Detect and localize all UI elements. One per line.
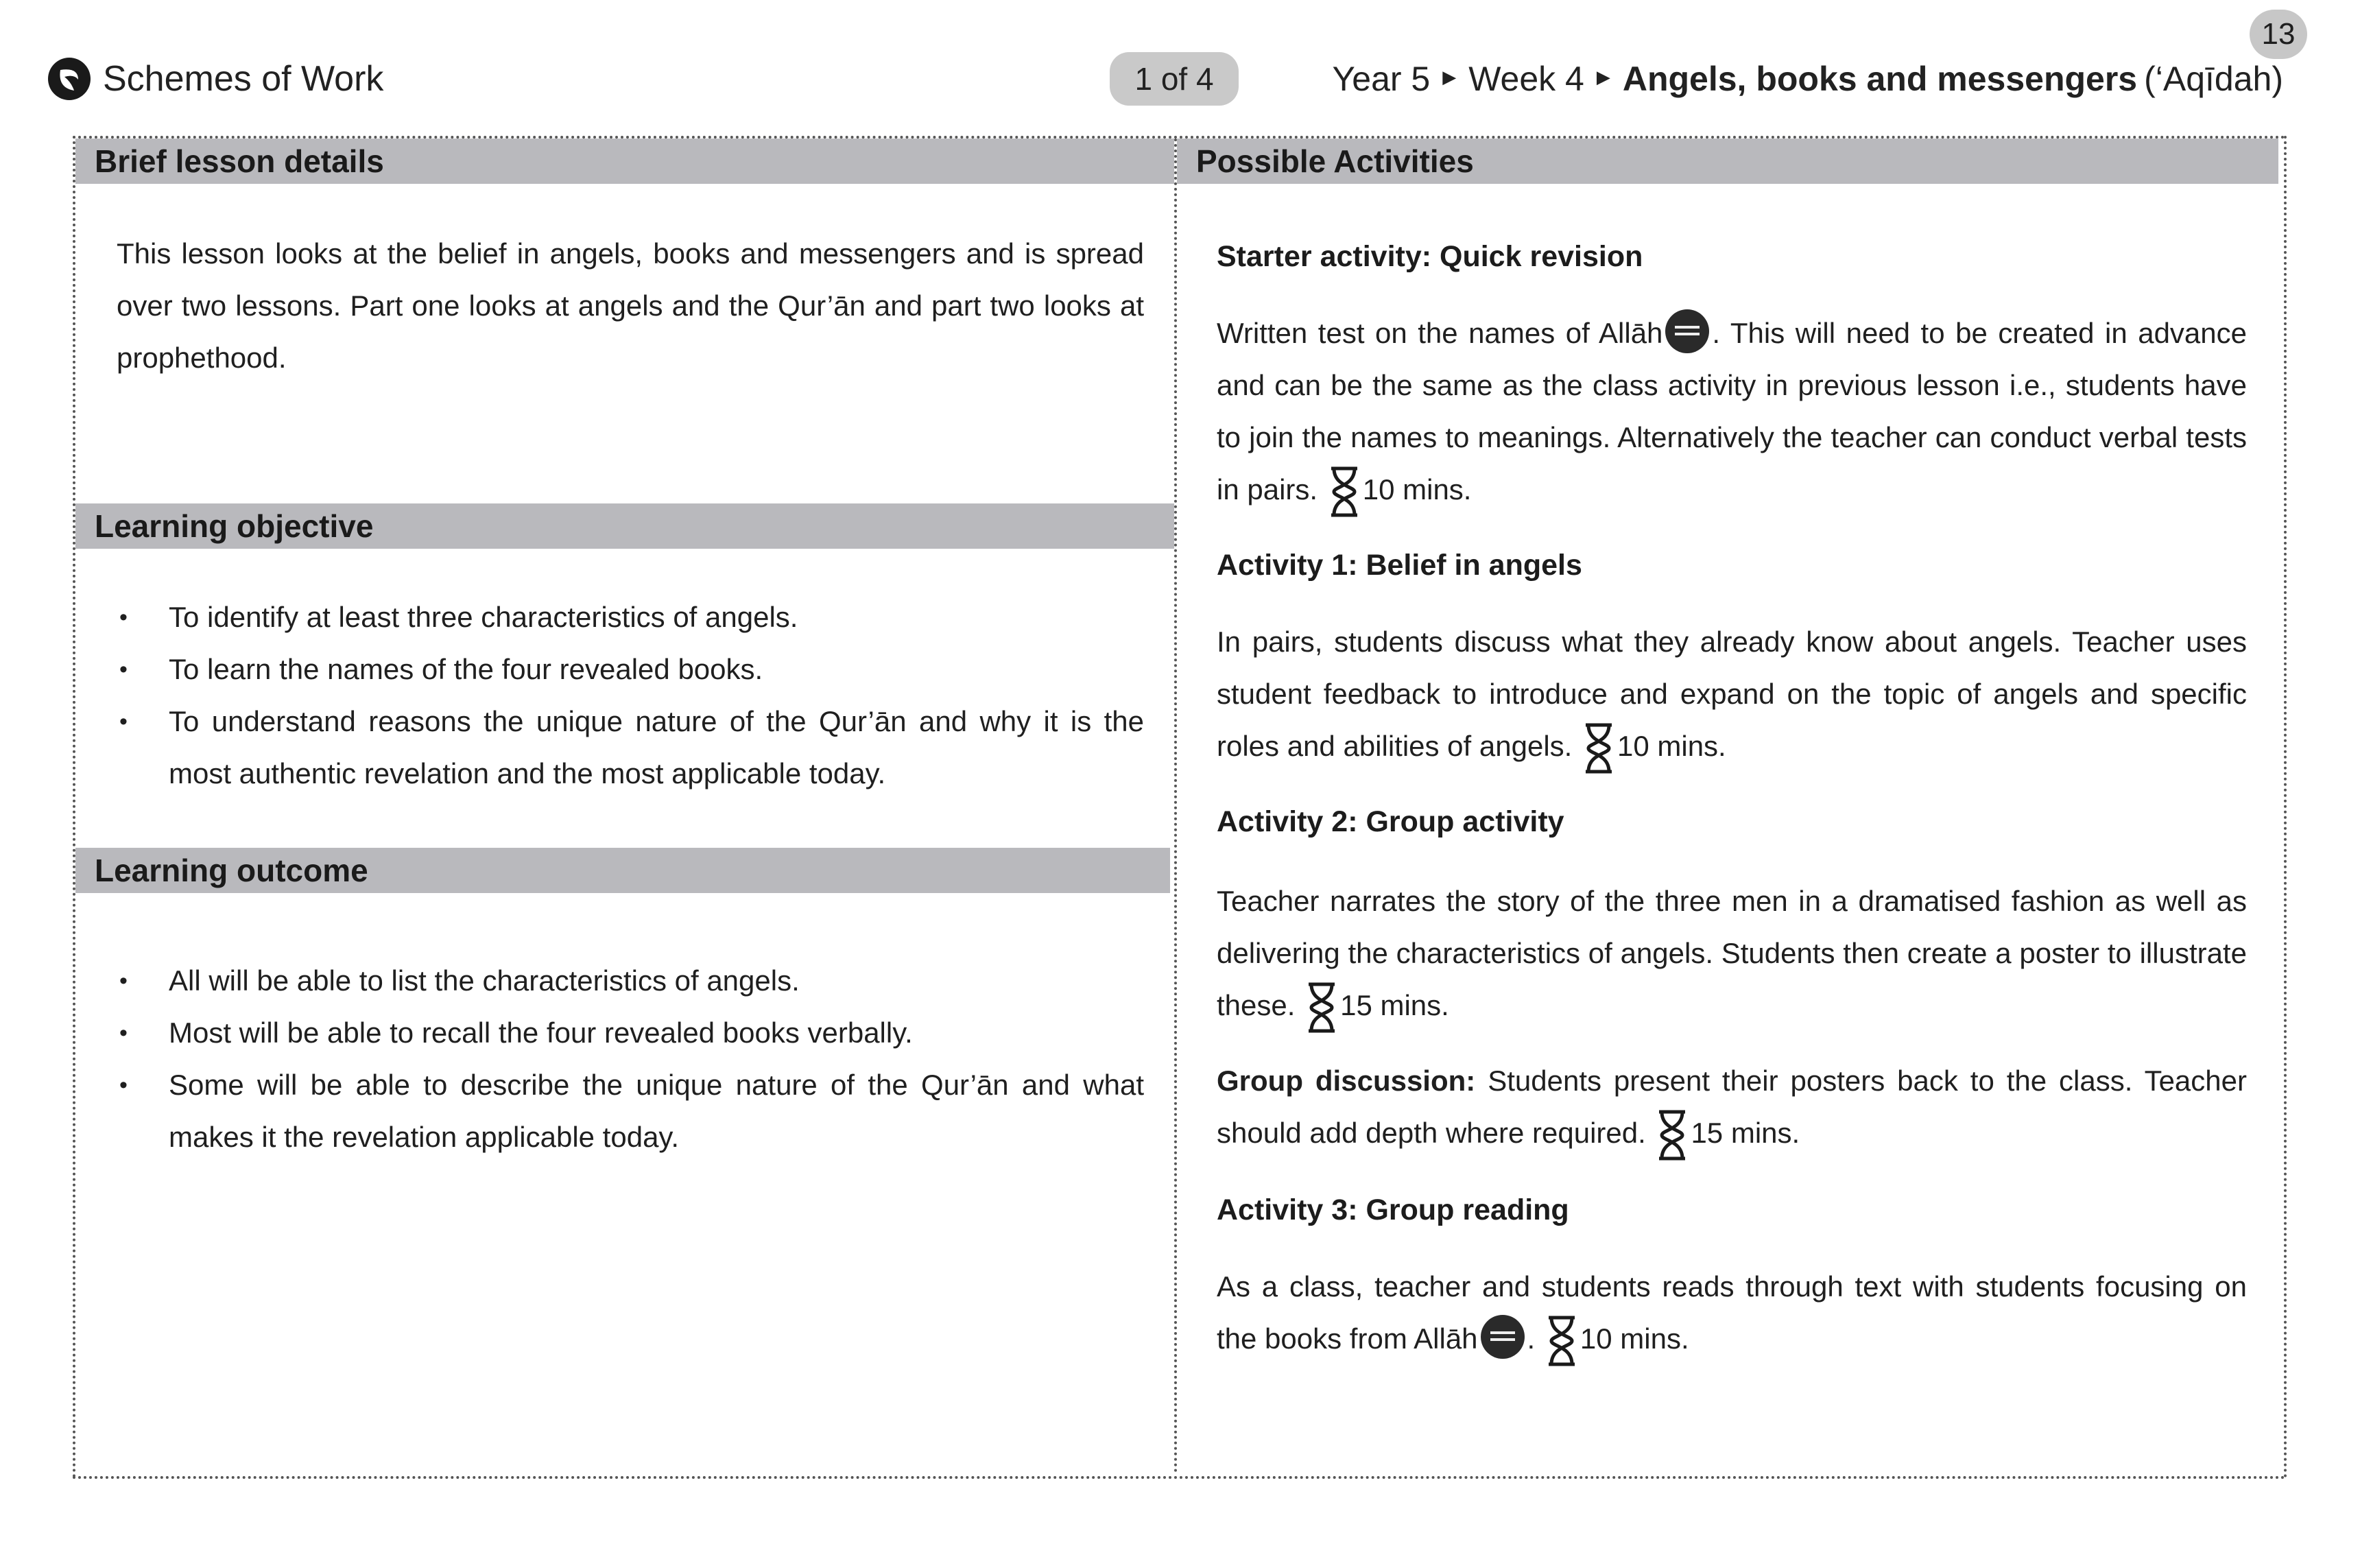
activity2-time: 15 mins.: [1340, 989, 1449, 1021]
brand-name: Schemes of Work: [103, 59, 384, 99]
outcome-heading: Learning outcome: [75, 848, 1170, 893]
outcome-item: • Most will be able to recall the four revealed books verbally.: [117, 1007, 1144, 1059]
objective-heading: Learning objective: [75, 503, 1174, 549]
outcome-item: • All will be able to list the characteristics of angels.: [117, 955, 1144, 1007]
subhanahu-seal-icon: [1481, 1315, 1525, 1359]
activity2-body: [1217, 875, 2247, 1034]
outcome-item: • Some will be able to describe the unique nature of the Qur’ān and what makes it the revelation applicable today.: [117, 1059, 1144, 1163]
activity3-time: 10 mins.: [1580, 1322, 1689, 1355]
brief-body: This lesson looks at the belief in angels, books and messengers and is spread over two lessons. Part one looks at angels and the Qur’ān and part two looks at prophethood.: [117, 237, 1144, 374]
breadcrumb-subject: (‘Aqīdah): [2144, 60, 2283, 98]
breadcrumb-title: Angels, books and messengers: [1622, 60, 2138, 98]
objective-item: • To identify at least three characteristics of angels.: [117, 591, 1144, 643]
activities-heading: Possible Activities: [1177, 139, 2278, 184]
brief-heading: Brief lesson details: [75, 139, 1174, 184]
starter-time: 10 mins.: [1362, 473, 1472, 506]
hourglass-icon: [1304, 982, 1339, 1034]
activity1-title: Activity 1: Belief in angels: [1217, 549, 1582, 582]
discussion-text: Students present their posters back to the class. Teacher should add depth where required.: [1217, 1065, 2247, 1149]
activity3-body: As a class, teacher and students reads through text with students focusing on the books from Allāh . 10 mins.: [1217, 1261, 2247, 1367]
activity3-title: Activity 3: Group reading: [1217, 1193, 1569, 1226]
subhanahu-seal-icon: [1665, 309, 1709, 353]
objective-list: [117, 591, 1144, 800]
starter-body-b: . This will need to be created in advance and can be the same as the class activity in previous lesson i.e., students have to join the names to meanings. Alternatively the teacher can conduct verbal tests in pairs.: [1217, 317, 2248, 506]
activity2-title: Activity 2: Group activity: [1217, 805, 1564, 838]
breadcrumb-arrow-icon: ▶: [1442, 66, 1457, 87]
activity3-text: As a class, teacher and students reads through text with students focusing on the books from Allāh: [1217, 1270, 2247, 1355]
breadcrumb: [1333, 55, 2283, 103]
breadcrumb-arrow-icon: ▶: [1596, 66, 1610, 87]
hourglass-icon: [1655, 1109, 1689, 1161]
outcome-list: [117, 955, 1144, 1163]
starter-body: [1217, 307, 2247, 518]
hourglass-icon: [1327, 466, 1361, 518]
breadcrumb-week: Week 4: [1468, 60, 1584, 98]
objective-item: • To learn the names of the four revealed books.: [117, 643, 1144, 696]
discussion-label: Group discussion:: [1217, 1065, 1476, 1097]
objective-item: • To understand reasons the unique nature of the Qur’ān and why it is the most authentic revelation and the most applicable today.: [117, 696, 1144, 800]
hourglass-icon: [1545, 1315, 1579, 1367]
starter-body-a: Written test on the names of Allāh: [1217, 317, 1663, 349]
discussion-time: 15 mins.: [1691, 1117, 1800, 1149]
brand: [47, 54, 383, 104]
brand-logo-icon: [47, 56, 92, 102]
starter-title: Starter activity: Quick revision: [1217, 240, 1643, 273]
discussion-body: [1217, 1055, 2247, 1161]
page-indicator: 1 of 4: [1110, 52, 1239, 106]
breadcrumb-year: Year 5: [1332, 60, 1431, 98]
activity1-text: In pairs, students discuss what they already know about angels. Teacher uses student feedback to introduce and expand on the topic of angels and specific roles and abilities of angels.: [1217, 626, 2247, 762]
activity1-time: 10 mins.: [1617, 730, 1726, 762]
column-divider: [1174, 139, 1177, 1473]
activity2-text: Teacher narrates the story of the three men in a dramatised fashion as well as delivering the characteristics of angels. Students then create a poster to illustrate these.: [1217, 885, 2247, 1021]
page-number: 13: [2250, 10, 2307, 59]
activity1-body: [1217, 616, 2247, 774]
hourglass-icon: [1582, 722, 1616, 774]
